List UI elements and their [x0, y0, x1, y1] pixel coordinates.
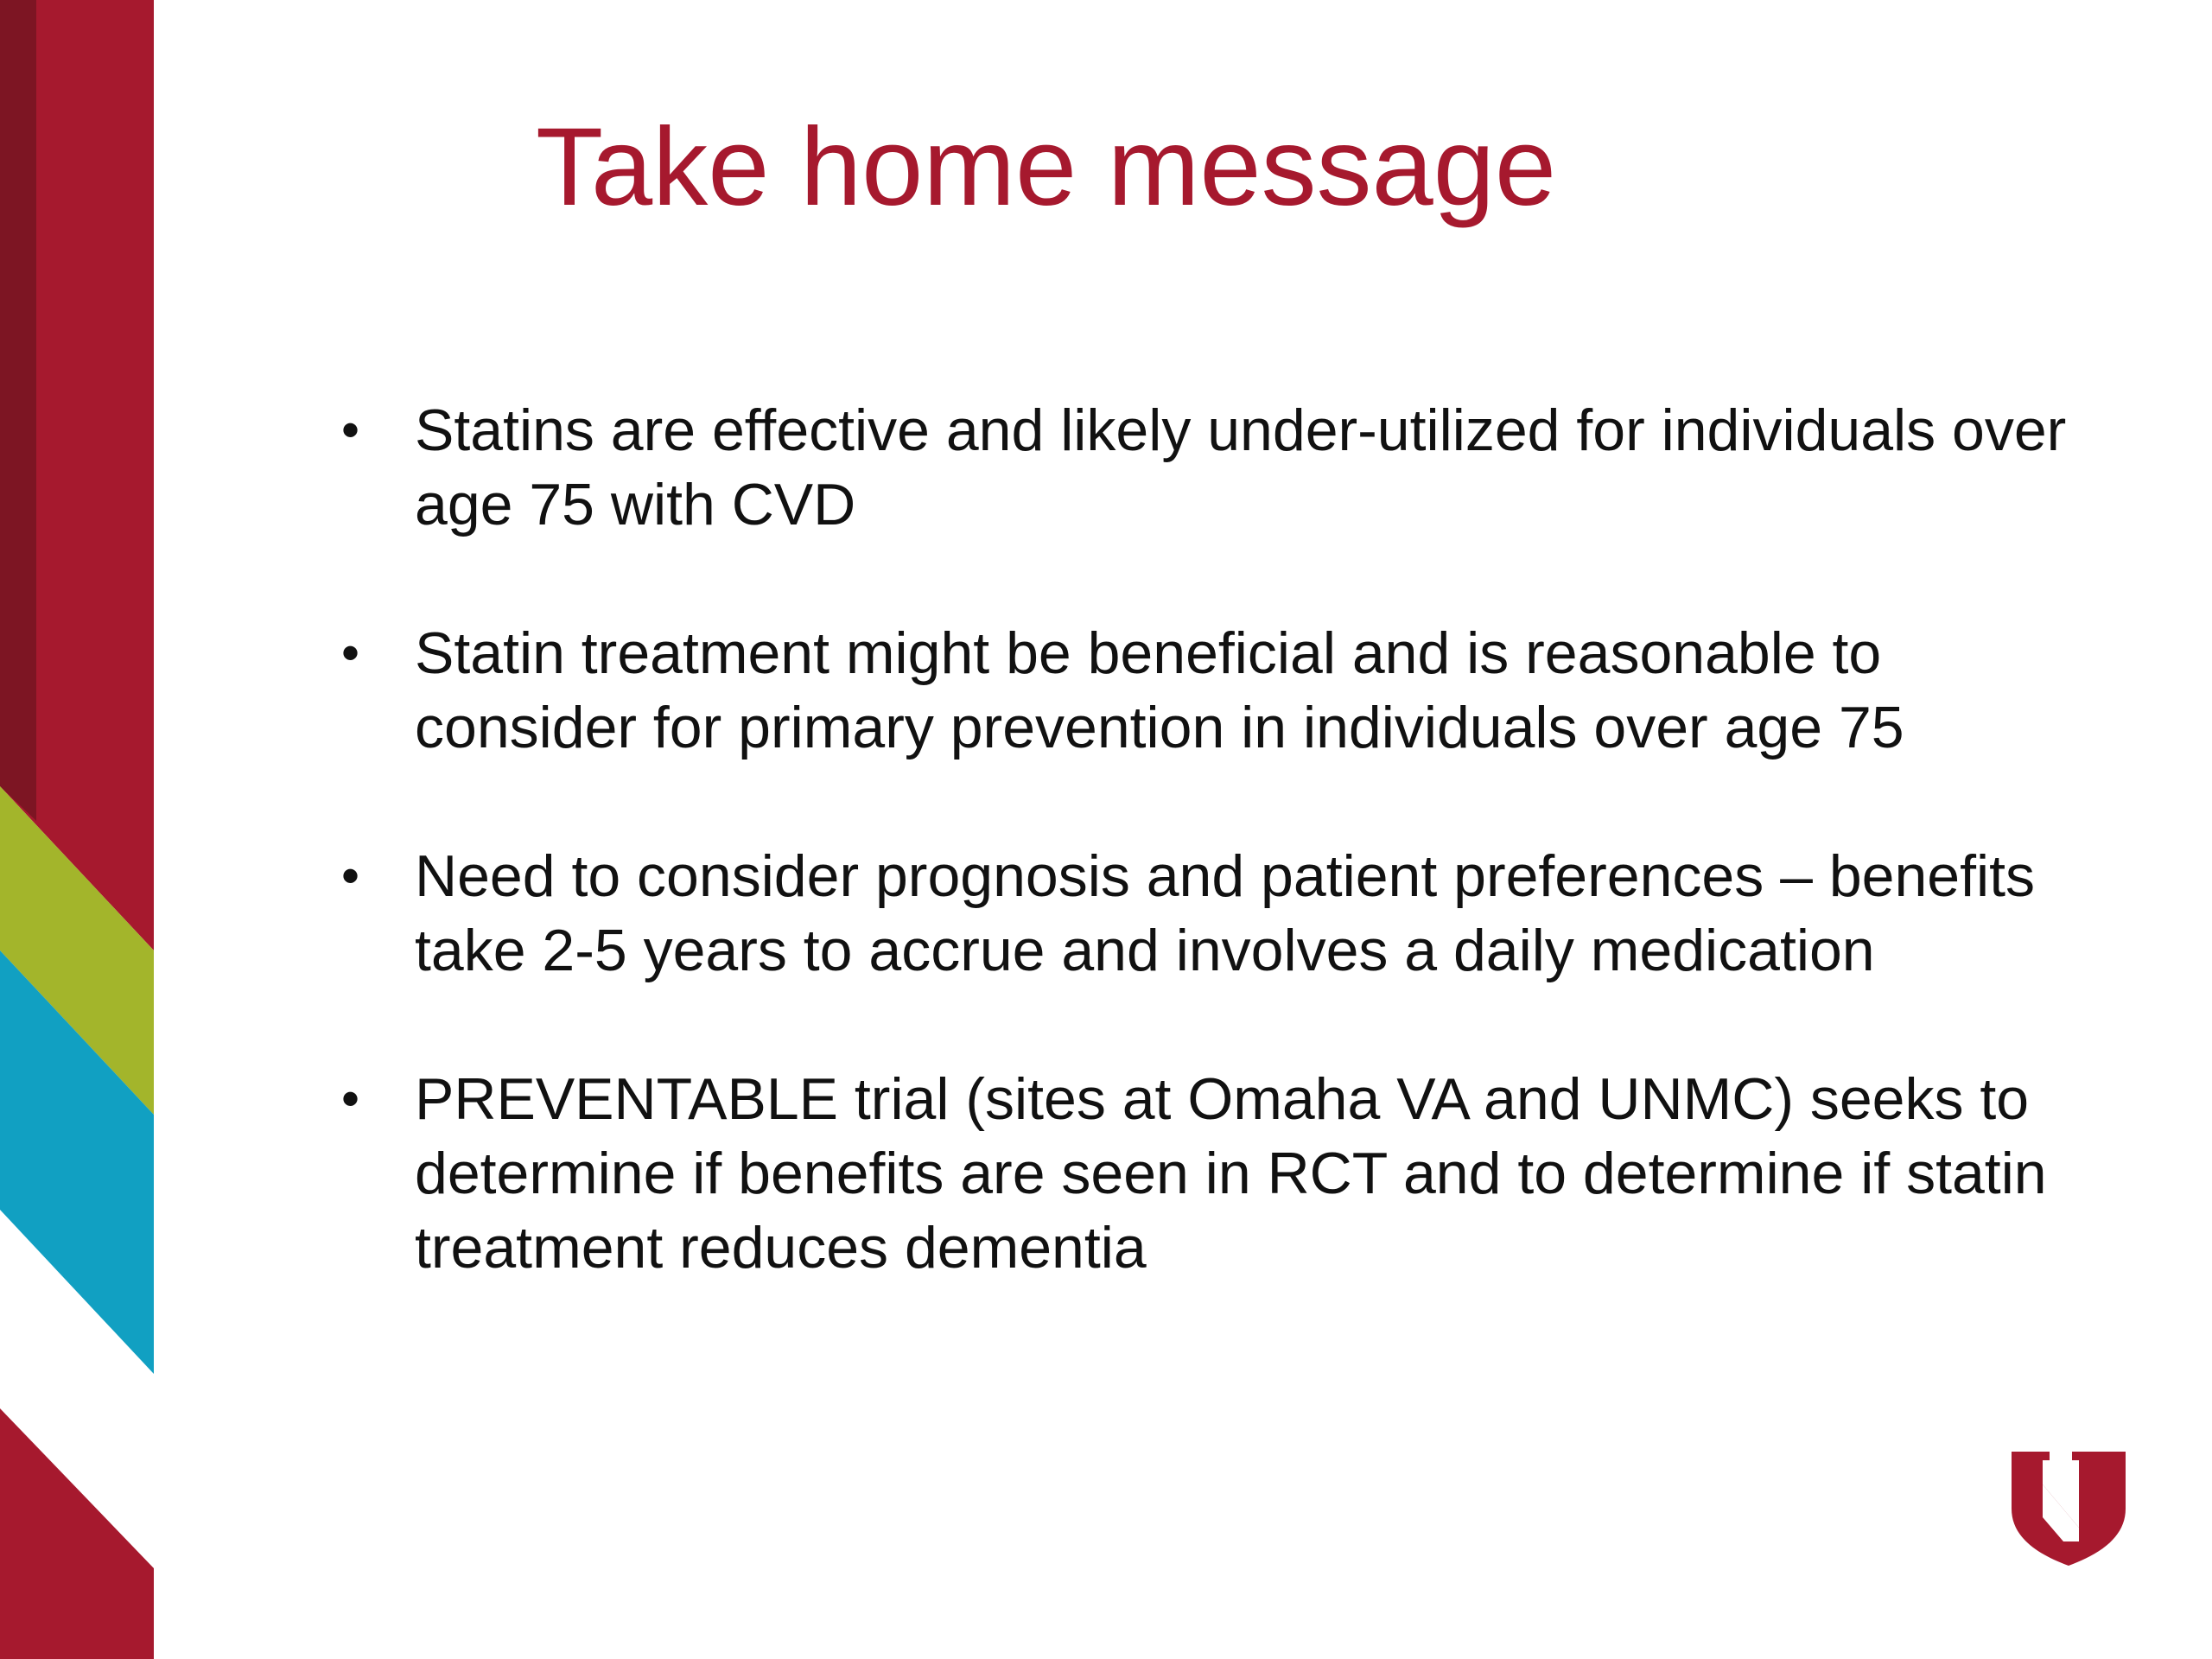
- bullet-text: Statin treatment might be beneficial and is reasonable to consider for primary prevention in individuals over age 75: [415, 620, 1904, 760]
- slide-title: Take home message: [536, 105, 1557, 229]
- bullet-item: [341, 1062, 2069, 1285]
- bottom-red-side-band: [0, 1408, 154, 1659]
- bullet-dot-icon: •: [341, 1070, 360, 1128]
- bullet-text: Statins are effective and likely under-utilized for individuals over age 75 with CVD: [415, 397, 2067, 537]
- bullet-dot-icon: •: [341, 401, 360, 459]
- bullet-text: PREVENTABLE trial (sites at Omaha VA and UNMC) seeks to determine if benefits are seen in RCT and to determine if statin treatment reduces dementia: [415, 1066, 2047, 1281]
- shield-n-logo-icon: [2012, 1452, 2126, 1566]
- bullet-item: [341, 616, 2069, 765]
- decorative-side-bands: [0, 0, 173, 1659]
- bullet-dot-icon: •: [341, 847, 360, 905]
- logo-shield-shape: [2012, 1452, 2126, 1566]
- bullet-list: [341, 393, 2069, 1359]
- bullet-text: Need to consider prognosis and patient preferences – benefits take 2-5 years to accrue and involves a daily medication: [415, 843, 2035, 983]
- bullet-dot-icon: •: [341, 624, 360, 682]
- bullet-item: [341, 393, 2069, 542]
- bullet-item: [341, 839, 2069, 988]
- dark-red-side-band: [0, 0, 36, 821]
